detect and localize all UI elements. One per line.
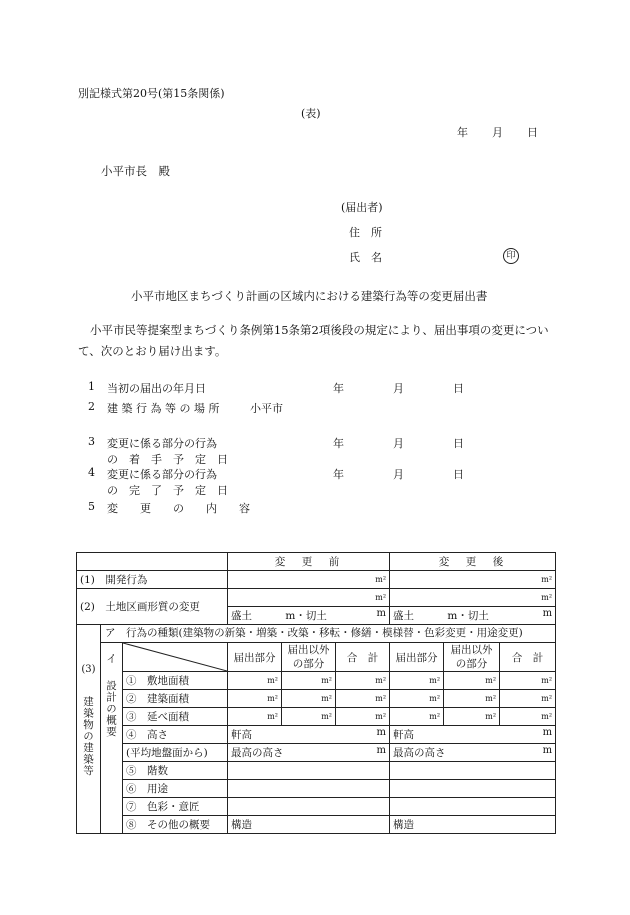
notifier-label: (届出者)	[341, 201, 383, 214]
unit: m²	[485, 694, 497, 703]
item-1-day: 日	[453, 382, 464, 395]
addressee: 小平市長 殿	[101, 164, 170, 178]
unit: m²	[429, 712, 441, 721]
item-1-label: 当初の届出の年月日	[107, 382, 206, 395]
item-1-month: 月	[393, 382, 404, 395]
unit: m²	[375, 712, 387, 721]
item-4-label: 変更に係る部分の行為	[107, 468, 217, 481]
section-3-label: 建築物の建築等	[82, 696, 94, 777]
diagonal-cell	[123, 643, 228, 672]
item-4-day: 日	[453, 468, 464, 481]
unit: m²	[321, 712, 333, 721]
structure-after: 構造	[390, 816, 556, 834]
date-year: 年	[457, 126, 468, 139]
max-height-label: 最高の高さ	[231, 747, 284, 759]
unit: m²	[429, 694, 441, 703]
section-3-num: (3)	[81, 664, 96, 675]
address-label: 住 所	[349, 226, 382, 239]
form-label: 別記様式第20号(第15条関係)	[78, 87, 225, 100]
row-site-area: ① 敷地面積	[123, 672, 228, 690]
date-month: 月	[492, 126, 503, 139]
col-total-after: 合 計	[500, 643, 556, 672]
unit: m²	[541, 694, 553, 703]
row-height: ④ 高さ	[123, 726, 228, 744]
row-land-label: (2) 土地区画形質の変更	[77, 589, 228, 625]
item-3-label2: の 着 手 予 定 日	[107, 453, 228, 466]
name-label: 氏 名	[349, 251, 382, 264]
row-building-area: ② 建築面積	[123, 690, 228, 708]
row-use: ⑥ 用途	[123, 780, 228, 798]
col-total-before: 合 計	[336, 643, 390, 672]
unit: m²	[321, 694, 333, 703]
unit: m	[376, 745, 387, 756]
row-height-sub: (平均地盤面から)	[123, 744, 228, 762]
unit: m²	[267, 676, 279, 685]
item-2-label: 建 築 行 為 等 の 場 所	[107, 402, 220, 415]
unit: m²	[321, 676, 333, 685]
cut-fill-after	[390, 607, 556, 625]
diagonal-line	[123, 643, 227, 671]
row-stories: ⑤ 階数	[123, 762, 228, 780]
item-3-num: 3	[88, 435, 95, 448]
unit: m	[542, 745, 553, 756]
unit: m²	[375, 676, 387, 685]
structure-before: 構造	[228, 816, 390, 834]
section-3-cell	[77, 625, 101, 834]
row-other-summary: ⑧ その他の概要	[123, 816, 228, 834]
item-2-num: 2	[88, 400, 95, 413]
col-other-after: 届出以外の部分	[444, 643, 500, 672]
doc-title: 小平市地区まちづくり計画の区域内における建築行為等の変更届出書	[131, 289, 488, 303]
action-type-label: ア 行為の種類(建築物の新築・増築・改築・移転・修繕・模様替・色彩変更・用途変更)	[101, 625, 556, 643]
unit: m²	[541, 575, 553, 584]
item-3-day: 日	[453, 437, 464, 450]
design-mark: イ	[106, 653, 117, 665]
row-development-label: (1) 開発行為	[77, 571, 228, 589]
max-height-label: 最高の高さ	[393, 747, 446, 759]
unit: m²	[541, 593, 553, 602]
design-label: 設計の概要	[105, 680, 117, 738]
item-4-label2: の 完 了 予 定 日	[107, 484, 228, 497]
item-1-year: 年	[333, 382, 344, 395]
col-report-after: 届出部分	[390, 643, 444, 672]
fill-label: 盛土	[393, 610, 415, 622]
unit: m²	[485, 712, 497, 721]
unit: m	[542, 608, 553, 619]
unit: m²	[541, 712, 553, 721]
unit: m²	[541, 676, 553, 685]
item-3-year: 年	[333, 437, 344, 450]
eave-before	[228, 726, 390, 744]
seal-mark: 印	[503, 248, 519, 264]
max-height-before	[228, 744, 390, 762]
item-2-value: 小平市	[250, 402, 283, 415]
unit: m²	[267, 712, 279, 721]
col-report-before: 届出部分	[228, 643, 282, 672]
unit: m	[376, 727, 387, 738]
item-4-month: 月	[393, 468, 404, 481]
unit: m²	[429, 676, 441, 685]
unit: m²	[375, 694, 387, 703]
unit: m²	[375, 593, 387, 602]
item-5-label: 変 更 の 内 容	[107, 502, 250, 515]
header-empty	[77, 553, 228, 571]
unit: m²	[485, 676, 497, 685]
body-text: 小平市民等提案型まちづくり条例第15条第2項後段の規定により、届出事項の変更について、次のとおり届け出ます。	[78, 323, 549, 358]
max-height-after	[390, 744, 556, 762]
eave-label: 軒高	[231, 729, 253, 741]
item-3-label: 変更に係る部分の行為	[107, 437, 217, 450]
design-summary-cell	[101, 643, 123, 834]
item-4-year: 年	[333, 468, 344, 481]
fill-label: 盛土	[231, 610, 253, 622]
eave-after	[390, 726, 556, 744]
col-other-before: 届出以外の部分	[282, 643, 336, 672]
cut-label: m・切土	[285, 610, 327, 622]
unit: m	[376, 608, 387, 619]
cut-fill-before	[228, 607, 390, 625]
change-table	[76, 552, 556, 834]
item-3-month: 月	[393, 437, 404, 450]
header-after: 変 更 後	[390, 553, 556, 571]
unit: m²	[375, 575, 387, 584]
item-5-num: 5	[88, 500, 95, 513]
eave-label: 軒高	[393, 729, 415, 741]
front-label: (表)	[301, 107, 321, 120]
row-floor-area: ③ 延べ面積	[123, 708, 228, 726]
header-before: 変 更 前	[228, 553, 390, 571]
item-1-num: 1	[88, 380, 95, 393]
cut-label: m・切土	[447, 610, 489, 622]
unit: m	[542, 727, 553, 738]
row-color-design: ⑦ 色彩・意匠	[123, 798, 228, 816]
unit: m²	[267, 694, 279, 703]
date-day: 日	[527, 126, 538, 139]
item-4-num: 4	[88, 466, 95, 479]
